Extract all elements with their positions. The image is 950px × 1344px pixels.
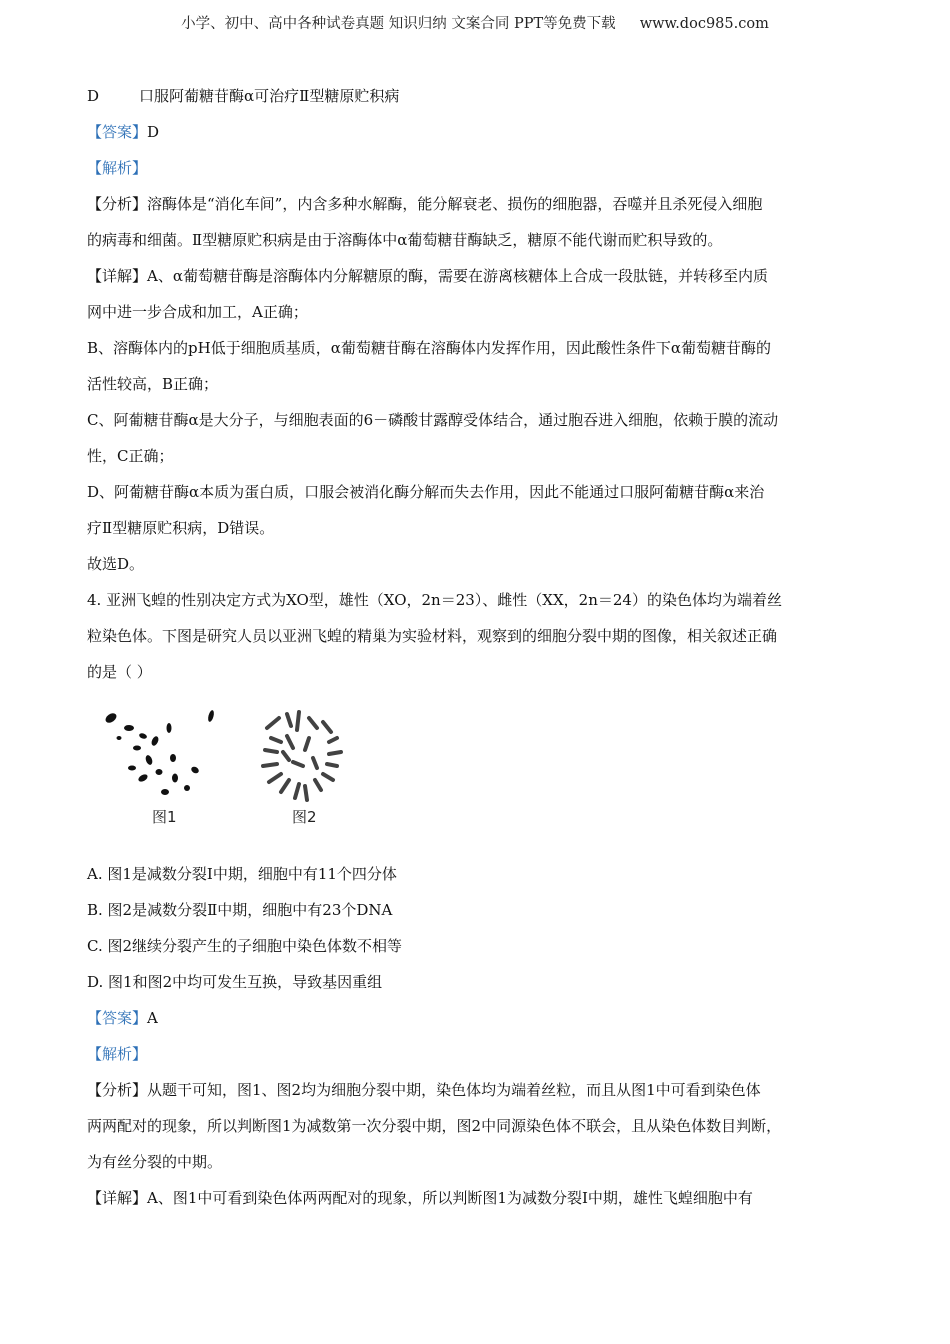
page-header [0,12,950,33]
q4-answer-tag: 【答案】 [87,1009,148,1027]
q4-detail-tag: 【详解】 [87,1189,148,1207]
q4-analysis-heading [87,1036,867,1072]
chromosome-spread-1-icon [99,708,224,808]
q3-fenxi-line2: 的病毒和细菌。Ⅱ型糖原贮积病是由于溶酶体中α葡萄糖苷酶缺乏，糖原不能代谢而贮积导致的。 [87,231,723,249]
q3-detail-c-line1: C、阿葡糖苷酶α是大分子，与细胞表面的6－磷酸甘露醇受体结合，通过胞吞进入细胞，依赖于膜的流动 [87,411,779,429]
q3-analysis-heading [87,150,867,186]
q3-conclusion: 故选D。 [87,555,145,573]
q3-detail-tag: 【详解】 [87,267,148,285]
q4-stem-line3: 的是（ ） [87,663,152,681]
q4-stem-line1: 4. 亚洲飞蝗的性别决定方式为XO型，雄性（XO，2n＝23）、雌性（XX，2n＝24）的染色体均为端着丝 [87,591,782,609]
q3-detail-d-line2: 疗Ⅱ型糖原贮积病，D错误。 [87,519,275,537]
q3-detail-b-line1: B、溶酶体内的pH低于细胞质基质，α葡萄糖苷酶在溶酶体内发挥作用，因此酸性条件下α葡萄糖苷酶的 [87,339,771,357]
q3-fenxi-text1: 溶酶体是“消化车间”，内含多种水解酶，能分解衰老、损伤的细胞器，吞噬并且杀死侵入细胞 [147,195,763,213]
q4-option-b: B. 图2是减数分裂Ⅱ中期，细胞中有23个DNA [87,901,393,919]
q4-fenxi-line3: 为有丝分裂的中期。 [87,1153,223,1171]
q4-option-c: C. 图2继续分裂产生的子细胞中染色体数不相等 [87,937,403,955]
q3-detail-a-text1: A、α葡萄糖苷酶是溶酶体内分解糖原的酶，需要在游离核糖体上合成一段肽链，并转移至内质 [147,267,768,285]
q3-detail-d-line1: D、阿葡糖苷酶α本质为蛋白质，口服会被消化酶分解而失去作用，因此不能通过口服阿葡糖苷酶α来治 [87,483,765,501]
q4-fenxi-tag: 【分析】 [87,1081,148,1099]
q3-option-d [87,78,867,114]
q4-answer [87,1000,867,1036]
figure-1-caption: 图1 [152,808,177,826]
q3-answer [87,114,867,150]
q4-option-d: D. 图1和图2中均可发生互换，导致基因重组 [87,973,383,991]
figure-2-caption: 图2 [292,808,317,826]
q3-analysis-tag: 【解析】 [87,159,148,177]
q3-detail-a-line1 [87,258,867,294]
q4-fenxi-line1 [87,1072,867,1108]
q3-answer-value: D [147,123,160,141]
q4-fenxi-text1: 从题干可知，图1、图2均为细胞分裂中期，染色体均为端着丝粒，而且从图1中可看到染色体 [147,1081,761,1099]
q4-detail-text1: A、图1中可看到染色体两两配对的现象，所以判断图1为减数分裂Ⅰ中期，雄性飞蝗细胞中有 [147,1189,753,1207]
q3-option-d-text: 口服阿葡糖苷酶α可治疗Ⅱ型糖原贮积病 [139,87,400,105]
q4-fenxi-line2: 两两配对的现象，所以判断图1为减数第一次分裂中期，图2中同源染色体不联会，且从染色体数目判断， [87,1117,782,1135]
q3-fenxi-line1 [87,186,867,222]
q3-detail-b-line2: 活性较高，B正确； [87,375,219,393]
header-text: 小学、初中、高中各种试卷真题 知识归纳 文案合同 PPT等免费下载 [181,16,616,32]
q4-answer-value: A [147,1009,158,1027]
q3-answer-tag: 【答案】 [87,123,148,141]
q4-detail-line1 [87,1180,867,1216]
q3-detail-a-line2: 网中进一步合成和加工，A正确； [87,303,308,321]
q4-option-a: A. 图1是减数分裂Ⅰ中期，细胞中有11个四分体 [87,865,397,883]
q3-detail-c-line2: 性，C正确； [87,447,174,465]
q3-fenxi-tag: 【分析】 [87,195,148,213]
q4-figures [87,694,867,856]
figure-1-image [99,708,224,808]
document-body [87,78,867,1216]
figure-2-image [257,708,352,813]
q4-stem-line2: 粒染色体。下图是研究人员以亚洲飞蝗的精巢为实验材料，观察到的细胞分裂中期的图像，相关叙述正确 [87,627,778,645]
q4-analysis-tag: 【解析】 [87,1045,148,1063]
q3-option-d-letter: D [87,87,100,105]
header-url[interactable]: www.doc985.com [639,16,769,32]
chromosome-spread-2-icon [257,708,352,813]
